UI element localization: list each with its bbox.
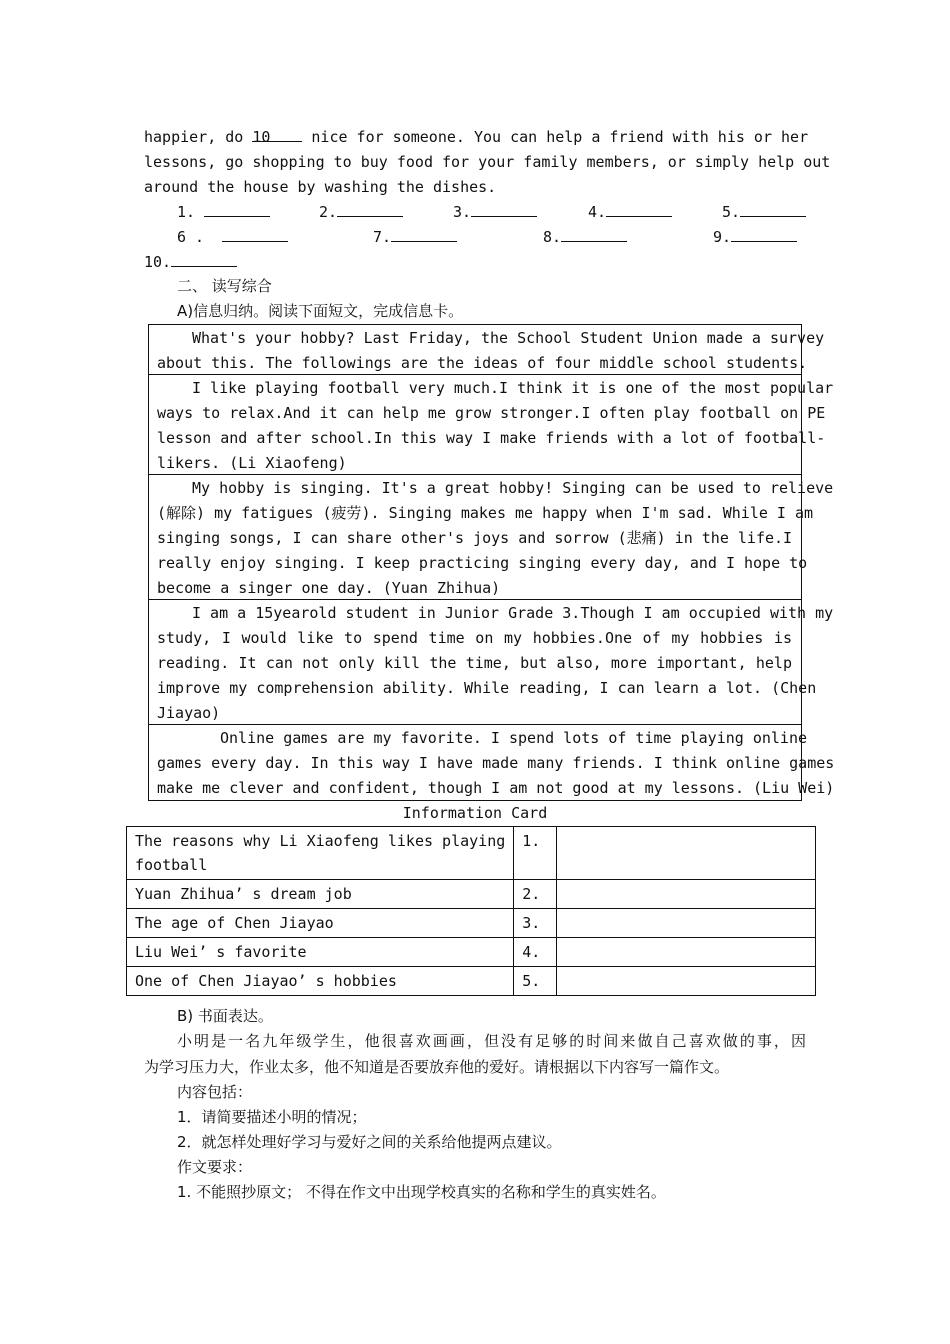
answer-1: 1. xyxy=(177,200,270,225)
intro-line-1b: nice for someone. You can help a friend with his or her xyxy=(311,128,809,146)
passage-li-line: I like playing football very much.I think it is one of the most popular xyxy=(192,379,834,397)
passage-yuan-line: really enjoy singing. I keep practicing singing every day, and I hope to xyxy=(157,554,808,572)
info-label: The reasons why Li Xiaofeng likes playing football xyxy=(127,827,514,880)
info-answer-cell[interactable] xyxy=(556,909,815,938)
info-num: 5. xyxy=(514,967,557,996)
passage-intro-line: about this. The followings are the ideas of four middle school students. xyxy=(157,354,808,372)
intro-line-3: around the house by washing the dishes. xyxy=(144,178,497,196)
passage-yuan-box xyxy=(148,474,834,600)
info-num: 3. xyxy=(514,909,557,938)
passage-yuan-line: My hobby is singing. It's a great hobby! Singing can be used to relieve xyxy=(192,479,834,497)
intro-line-1 xyxy=(144,125,809,150)
passage-li-line: lesson and after school.In this way I make friends with a lot of football- xyxy=(157,429,826,447)
passage-chen-line: reading. It can not only kill the time, but also, more important, help xyxy=(157,654,792,672)
passage-chen-line: study, I would like to spend time on my hobbies.One of my hobbies is xyxy=(157,629,792,647)
answer-5: 5. xyxy=(722,200,806,225)
answer-4: 4. xyxy=(588,200,672,225)
passage-yuan-line: singing songs, I can share other's joys and sorrow (悲痛) in the life.I xyxy=(157,529,793,547)
info-answer-cell[interactable] xyxy=(556,967,815,996)
part-b-prompt-2: 为学习压力大，作业太多，他不知道是否要放弃他的爱好。请根据以下内容写一篇作文。 xyxy=(144,1058,730,1076)
passage-chen-box xyxy=(148,599,834,725)
info-answer-cell[interactable] xyxy=(556,880,815,909)
passage-intro-line: What's your hobby? Last Friday, the School Student Union made a survey xyxy=(192,329,825,347)
info-label: Liu Wei’ s favorite xyxy=(127,938,514,967)
passage-intro-box xyxy=(148,324,825,375)
info-num: 4. xyxy=(514,938,557,967)
info-num: 1. xyxy=(514,827,557,880)
intro-line-1a: happier, do xyxy=(144,128,244,146)
requirement-item-1: 1. 不能照抄原文； 不得在作文中出现学校真实的名称和学生的真实姓名。 xyxy=(177,1183,666,1201)
section-heading: 二、 读写综合 xyxy=(177,277,272,295)
content-item-2: 2．就怎样处理好学习与爱好之间的关系给他提两点建议。 xyxy=(177,1133,562,1151)
content-label: 内容包括： xyxy=(177,1083,253,1101)
requirement-label: 作文要求： xyxy=(177,1158,253,1176)
passage-liu-line: make me clever and confident, though I am not good at my lessons. (Liu Wei) xyxy=(157,779,835,797)
intro-line-2: lessons, go shopping to buy food for your family members, or simply help out xyxy=(144,153,831,171)
part-b-heading: B) 书面表达。 xyxy=(177,1007,273,1025)
answer-6: 6 . xyxy=(177,225,288,250)
answer-7: 7. xyxy=(373,225,457,250)
info-answer-cell[interactable] xyxy=(556,938,815,967)
passage-liu-line: Online games are my favorite. I spend lots of time playing online xyxy=(220,729,807,747)
info-num: 2. xyxy=(514,880,557,909)
info-row xyxy=(127,938,816,967)
passage-yuan-line: become a singer one day. (Yuan Zhihua) xyxy=(157,579,501,597)
passage-chen-line: I am a 15yearold student in Junior Grade 3.Though I am occupied with my xyxy=(192,604,834,622)
blank-10: 10 xyxy=(252,125,302,142)
info-card-title: Information Card xyxy=(402,804,548,822)
content-item-1: 1．请简要描述小明的情况； xyxy=(177,1108,367,1126)
info-row xyxy=(127,909,816,938)
info-answer-cell[interactable] xyxy=(556,827,815,880)
passage-liu-box xyxy=(148,724,835,801)
passage-li-line: likers. (Li Xiaofeng) xyxy=(157,454,347,472)
info-label: The age of Chen Jiayao xyxy=(127,909,514,938)
answer-9: 9. xyxy=(713,225,797,250)
info-row xyxy=(127,967,816,996)
passage-liu-line: games every day. In this way I have made many friends. I think online games xyxy=(157,754,835,772)
passage-li-line: ways to relax.And it can help me grow stronger.I often play football on PE xyxy=(157,404,826,422)
info-label: Yuan Zhihua’ s dream job xyxy=(127,880,514,909)
info-row xyxy=(127,880,816,909)
info-row xyxy=(127,827,816,880)
info-label: One of Chen Jiayao’ s hobbies xyxy=(127,967,514,996)
answer-8: 8. xyxy=(543,225,627,250)
answer-3: 3. xyxy=(453,200,537,225)
part-b-prompt-1: 小明是一名九年级学生，他很喜欢画画，但没有足够的时间来做自己喜欢做的事，因 xyxy=(177,1032,806,1050)
part-a-heading: A)信息归纳。阅读下面短文，完成信息卡。 xyxy=(177,302,464,320)
passage-chen-line: Jiayao) xyxy=(157,704,221,722)
passage-li-box xyxy=(148,374,834,475)
info-card-table xyxy=(126,826,816,996)
answer-10: 10. xyxy=(144,250,237,275)
answer-2: 2. xyxy=(319,200,403,225)
passage-chen-line: improve my comprehension ability. While reading, I can learn a lot. (Chen xyxy=(157,679,817,697)
passage-yuan-line: (解除) my fatigues (疲劳). Singing makes me happy when I'm sad. While I am xyxy=(157,504,814,522)
